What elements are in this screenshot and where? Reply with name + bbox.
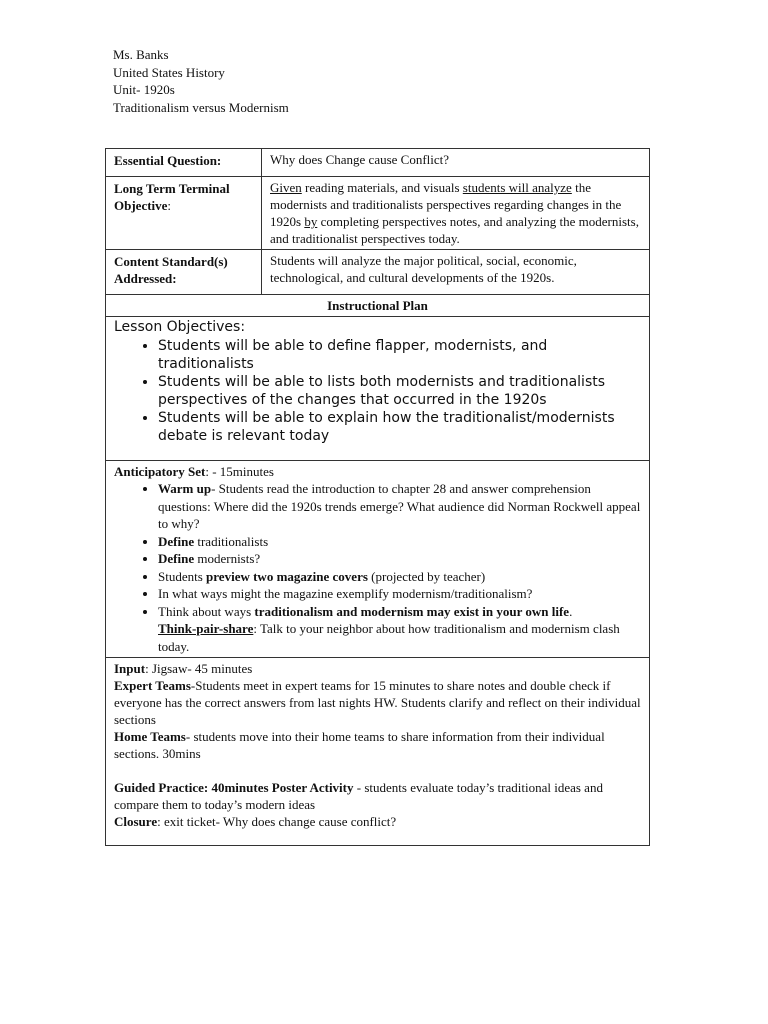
lesson-objectives-cell (106, 317, 650, 461)
list-item: • Students will be able to explain how the traditionalist/modernists debate is relevant today (158, 409, 641, 445)
lesson-objectives-row (106, 317, 650, 461)
list-item: • Students will be able to define flapper, modernists, and traditionalists (158, 337, 641, 373)
list-item: • In what ways might the magazine exemplify modernism/traditionalism? (158, 585, 641, 603)
essential-question-label: Essential Question: (106, 149, 262, 177)
anticipatory-set-cell (106, 461, 650, 658)
teacher-name: Ms. Banks (113, 47, 169, 62)
instructional-plan-title: Instructional Plan (106, 295, 650, 317)
guided-practice-paragraph: Guided Practice: 40minutes Poster Activity - students evaluate today’s traditional ideas and compare them to today’s modern ideas (114, 780, 603, 812)
essential-question-row (106, 149, 650, 177)
essential-question-value: Why does Change cause Conflict? (262, 149, 650, 177)
anticipatory-set-row (106, 461, 650, 658)
course-name: United States History (113, 64, 225, 80)
spacer (114, 762, 641, 779)
input-line: Input: Jigsaw- 45 minutes (114, 661, 253, 676)
home-teams-paragraph: Home Teams- students move into their home teams to share information from their individual sections. 30mins (114, 729, 605, 761)
list-item: • Students preview two magazine covers (projected by teacher) (158, 568, 641, 586)
input-row (106, 658, 650, 846)
long-term-objective-value: Given reading materials, and visuals students will analyze the modernists and traditionalists perspectives regarding changes in the 1920s by completing perspectives notes, and analyzing the modernists, and traditionalist perspectives today. (262, 177, 650, 250)
long-term-objective-row (106, 177, 650, 250)
document-header (113, 46, 289, 116)
list-item: • Define traditionalists (158, 533, 641, 551)
lesson-objectives-title: Lesson Objectives: (114, 319, 246, 335)
content-standard-value: Students will analyze the major political, social, economic, technological, and cultural developments of the 1920s. (262, 250, 650, 295)
long-term-objective-label: Long Term Terminal Objective: (106, 177, 262, 250)
list-item: • Students will be able to lists both modernists and traditionalists perspectives of the changes that occurred in the 1920s (158, 373, 641, 409)
anticipatory-set-heading: Anticipatory Set: - 15minutes (114, 464, 274, 479)
lesson-objectives-list (114, 337, 641, 445)
closure-line: Closure: exit ticket- Why does change cause conflict? (114, 814, 397, 829)
content-standard-row (106, 250, 650, 295)
input-cell (106, 658, 650, 846)
anticipatory-set-list (114, 480, 641, 655)
expert-teams-paragraph: Expert Teams-Students meet in expert teams for 15 minutes to share notes and double check if everyone has the correct answers from last nights HW. Students clarify and reflect on their individual sections (114, 678, 641, 727)
list-item: • Warm up- Students read the introduction to chapter 28 and answer comprehension questions: Where did the 1920s trends emerge? What audience did Norman Rockwell appeal to why? (158, 480, 641, 533)
list-item: • Define modernists? (158, 550, 641, 568)
list-item: • Think about ways traditionalism and modernism may exist in your own life. Think-pair-share: Talk to your neighbor about how traditionalism and modernism clash today. (158, 603, 641, 656)
content-standard-label: Content Standard(s) Addressed: (106, 250, 262, 295)
lesson-plan-table (105, 148, 650, 846)
instructional-plan-row (106, 295, 650, 317)
unit-name: Unit- 1920s (113, 82, 175, 97)
topic-name: Traditionalism versus Modernism (113, 99, 289, 115)
